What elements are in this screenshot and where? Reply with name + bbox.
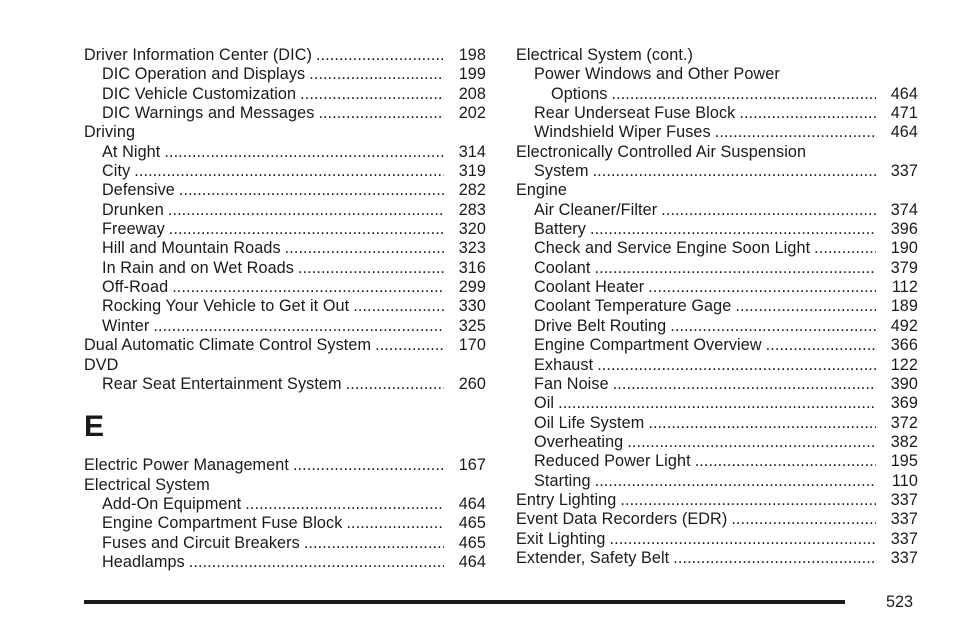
entry-page: 366 xyxy=(890,336,918,355)
index-entry xyxy=(516,104,918,123)
dot-leader xyxy=(673,549,876,568)
index-block-e xyxy=(84,456,486,572)
index-entry xyxy=(516,491,918,510)
dot-leader xyxy=(172,278,444,297)
dot-leader xyxy=(298,259,444,278)
entry-page: 337 xyxy=(890,510,918,529)
entry-page: 199 xyxy=(458,65,486,84)
index-entry xyxy=(84,375,486,394)
index-entry xyxy=(516,414,918,433)
index-entry xyxy=(84,104,486,123)
index-entry xyxy=(516,181,918,200)
index-entry xyxy=(84,495,486,514)
entry-title: Coolant Temperature Gage xyxy=(534,297,732,316)
index-entry xyxy=(516,356,918,375)
index-entry xyxy=(516,452,918,471)
dot-leader xyxy=(695,452,876,471)
dot-leader xyxy=(739,104,876,123)
dot-leader xyxy=(316,46,444,65)
index-entry xyxy=(84,220,486,239)
index-entry xyxy=(84,259,486,278)
index-entry xyxy=(516,259,918,278)
entry-page: 382 xyxy=(890,432,918,451)
index-entry xyxy=(516,297,918,316)
entry-page: 189 xyxy=(890,297,918,316)
dot-leader xyxy=(153,317,444,336)
entry-page: 337 xyxy=(890,162,918,181)
dot-leader xyxy=(735,297,876,316)
index-right-column xyxy=(516,46,918,568)
entry-title: Electrical System (cont.) xyxy=(516,46,694,64)
index-entry xyxy=(84,534,486,553)
entry-title: Rear Seat Entertainment System xyxy=(102,374,342,393)
entry-page: 492 xyxy=(890,316,918,335)
entry-page: 202 xyxy=(458,104,486,123)
entry-title: Battery xyxy=(534,220,586,239)
dot-leader xyxy=(245,495,444,514)
index-entry xyxy=(516,143,918,162)
entry-title: Engine xyxy=(516,181,568,200)
entry-title: Drive Belt Routing xyxy=(534,316,667,335)
entry-page: 471 xyxy=(890,104,918,123)
entry-page: 314 xyxy=(458,142,486,161)
dot-leader xyxy=(353,297,444,316)
entry-title: DIC Warnings and Messages xyxy=(102,104,315,123)
dot-leader xyxy=(304,534,444,553)
index-entry xyxy=(516,46,918,65)
dot-leader xyxy=(814,239,876,258)
entry-title: Rocking Your Vehicle to Get it Out xyxy=(102,297,350,316)
dot-leader xyxy=(595,259,877,278)
index-entry xyxy=(84,317,486,336)
entry-title: Coolant Heater xyxy=(534,278,645,297)
section-letter: E xyxy=(84,410,105,444)
entry-page: 325 xyxy=(458,316,486,335)
index-entry xyxy=(84,143,486,162)
index-entry xyxy=(84,476,486,495)
dot-leader xyxy=(648,278,876,297)
index-entry xyxy=(84,201,486,220)
index-block-e-cont xyxy=(516,46,918,568)
entry-title: Engine Compartment Fuse Block xyxy=(102,514,343,533)
entry-title: Oil xyxy=(534,394,555,413)
entry-page: 195 xyxy=(890,452,918,471)
dot-leader xyxy=(293,456,444,475)
index-left-column xyxy=(84,46,486,572)
index-entry xyxy=(84,162,486,181)
dot-leader xyxy=(590,220,876,239)
index-entry xyxy=(516,375,918,394)
entry-page: 167 xyxy=(458,456,486,475)
entry-title: Exhaust xyxy=(534,355,594,374)
entry-title: City xyxy=(102,162,131,181)
index-entry xyxy=(516,433,918,452)
entry-title: Engine Compartment Overview xyxy=(534,336,762,355)
entry-page: 379 xyxy=(890,258,918,277)
entry-page: 464 xyxy=(890,123,918,142)
index-entry xyxy=(84,181,486,200)
index-entry xyxy=(84,356,486,375)
entry-title: In Rain and on Wet Roads xyxy=(102,258,294,277)
entry-title: Entry Lighting xyxy=(516,490,617,509)
entry-page: 337 xyxy=(890,548,918,567)
index-entry xyxy=(516,317,918,336)
entry-page: 319 xyxy=(458,162,486,181)
index-entry xyxy=(84,297,486,316)
index-entry xyxy=(84,336,486,355)
dot-leader xyxy=(375,336,444,355)
index-entry xyxy=(516,472,918,491)
entry-page: 464 xyxy=(458,552,486,571)
index-entry xyxy=(516,85,918,104)
index-entry xyxy=(516,394,918,413)
dot-leader xyxy=(134,162,444,181)
dot-leader xyxy=(300,85,444,104)
entry-title: Driving xyxy=(84,123,136,142)
index-entry xyxy=(84,278,486,297)
entry-page: 372 xyxy=(890,413,918,432)
entry-title: Coolant xyxy=(534,258,591,277)
dot-leader xyxy=(285,239,444,258)
entry-page: 464 xyxy=(458,494,486,513)
dot-leader xyxy=(597,356,876,375)
index-block-d xyxy=(84,46,486,394)
page-number: 523 xyxy=(886,593,914,611)
entry-page: 337 xyxy=(890,529,918,548)
dot-leader xyxy=(164,143,444,162)
dot-leader xyxy=(318,104,444,123)
entry-page: 337 xyxy=(890,490,918,509)
dot-leader xyxy=(610,530,877,549)
entry-page: 465 xyxy=(458,533,486,552)
dot-leader xyxy=(346,514,444,533)
entry-title: Winter xyxy=(102,316,150,335)
dot-leader xyxy=(593,162,876,181)
entry-page: 316 xyxy=(458,258,486,277)
entry-page: 170 xyxy=(458,336,486,355)
entry-title: Off-Road xyxy=(102,278,169,297)
entry-title: Options xyxy=(551,84,608,103)
entry-title: Add-On Equipment xyxy=(102,494,242,513)
entry-title: Electronically Controlled Air Suspension xyxy=(516,142,807,161)
entry-page: 122 xyxy=(890,355,918,374)
entry-title: Dual Automatic Climate Control System xyxy=(84,336,372,355)
dot-leader xyxy=(612,85,877,104)
dot-leader xyxy=(179,181,444,200)
index-entry xyxy=(516,549,918,568)
index-entry xyxy=(516,220,918,239)
entry-page: 369 xyxy=(890,394,918,413)
entry-page: 374 xyxy=(890,200,918,219)
entry-title: Starting xyxy=(534,471,591,490)
entry-title: Defensive xyxy=(102,181,175,200)
entry-title: Reduced Power Light xyxy=(534,452,691,471)
entry-title: Exit Lighting xyxy=(516,529,606,548)
index-entry xyxy=(516,278,918,297)
entry-title: Freeway xyxy=(102,220,165,239)
dot-leader xyxy=(309,65,444,84)
entry-title: Electric Power Management xyxy=(84,456,289,475)
entry-title: System xyxy=(534,162,589,181)
index-entry xyxy=(84,85,486,104)
entry-title: DIC Vehicle Customization xyxy=(102,84,297,103)
dot-leader xyxy=(627,433,876,452)
entry-title: Driver Information Center (DIC) xyxy=(84,46,312,64)
entry-title: At Night xyxy=(102,142,161,161)
index-entry xyxy=(516,239,918,258)
index-entry xyxy=(84,239,486,258)
entry-page: 320 xyxy=(458,220,486,239)
index-entry xyxy=(84,553,486,572)
dot-leader xyxy=(613,375,876,394)
dot-leader xyxy=(731,510,876,529)
dot-leader xyxy=(168,201,444,220)
entry-title: Extender, Safety Belt xyxy=(516,548,670,567)
index-entry xyxy=(516,510,918,529)
entry-page: 260 xyxy=(458,374,486,393)
entry-title: Fan Noise xyxy=(534,374,609,393)
entry-title: DIC Operation and Displays xyxy=(102,65,306,84)
index-entry xyxy=(84,456,486,475)
entry-page: 299 xyxy=(458,278,486,297)
entry-title: DVD xyxy=(84,355,119,374)
entry-title: Headlamps xyxy=(102,552,185,571)
entry-title: Overheating xyxy=(534,432,624,451)
entry-page: 282 xyxy=(458,181,486,200)
entry-title: Power Windows and Other Power xyxy=(534,65,780,84)
dot-leader xyxy=(648,414,876,433)
index-entry xyxy=(516,201,918,220)
entry-title: Drunken xyxy=(102,200,164,219)
entry-page: 208 xyxy=(458,84,486,103)
entry-page: 112 xyxy=(891,278,918,297)
entry-title: Check and Service Engine Soon Light xyxy=(534,239,811,258)
dot-leader xyxy=(766,336,876,355)
dot-leader xyxy=(661,201,876,220)
entry-page: 390 xyxy=(890,374,918,393)
entry-title: Electrical System xyxy=(84,475,210,494)
dot-leader xyxy=(169,220,444,239)
entry-title: Rear Underseat Fuse Block xyxy=(534,104,736,123)
entry-title: Windshield Wiper Fuses xyxy=(534,123,711,142)
entry-title: Event Data Recorders (EDR) xyxy=(516,510,728,529)
dot-leader xyxy=(189,553,444,572)
entry-title: Hill and Mountain Roads xyxy=(102,239,281,258)
entry-page: 464 xyxy=(890,84,918,103)
index-entry xyxy=(516,123,918,142)
entry-page: 190 xyxy=(890,239,918,258)
entry-page: 330 xyxy=(458,297,486,316)
index-entry xyxy=(516,336,918,355)
entry-title: Air Cleaner/Filter xyxy=(534,200,658,219)
dot-leader xyxy=(558,394,876,413)
index-entry xyxy=(516,65,918,84)
dot-leader xyxy=(620,491,876,510)
entry-page: 396 xyxy=(890,220,918,239)
dot-leader xyxy=(595,472,876,491)
index-entry xyxy=(84,123,486,142)
entry-page: 465 xyxy=(458,514,486,533)
entry-page: 198 xyxy=(458,46,486,64)
entry-page: 110 xyxy=(891,471,918,490)
index-entry xyxy=(84,65,486,84)
index-entry xyxy=(516,530,918,549)
entry-page: 283 xyxy=(458,200,486,219)
dot-leader xyxy=(670,317,876,336)
index-entry xyxy=(516,162,918,181)
footer-rule xyxy=(84,600,845,604)
index-entry xyxy=(84,514,486,533)
entry-page: 323 xyxy=(458,239,486,258)
dot-leader xyxy=(715,123,876,142)
entry-title: Fuses and Circuit Breakers xyxy=(102,533,300,552)
index-entry xyxy=(84,46,486,65)
entry-title: Oil Life System xyxy=(534,413,645,432)
dot-leader xyxy=(346,375,444,394)
